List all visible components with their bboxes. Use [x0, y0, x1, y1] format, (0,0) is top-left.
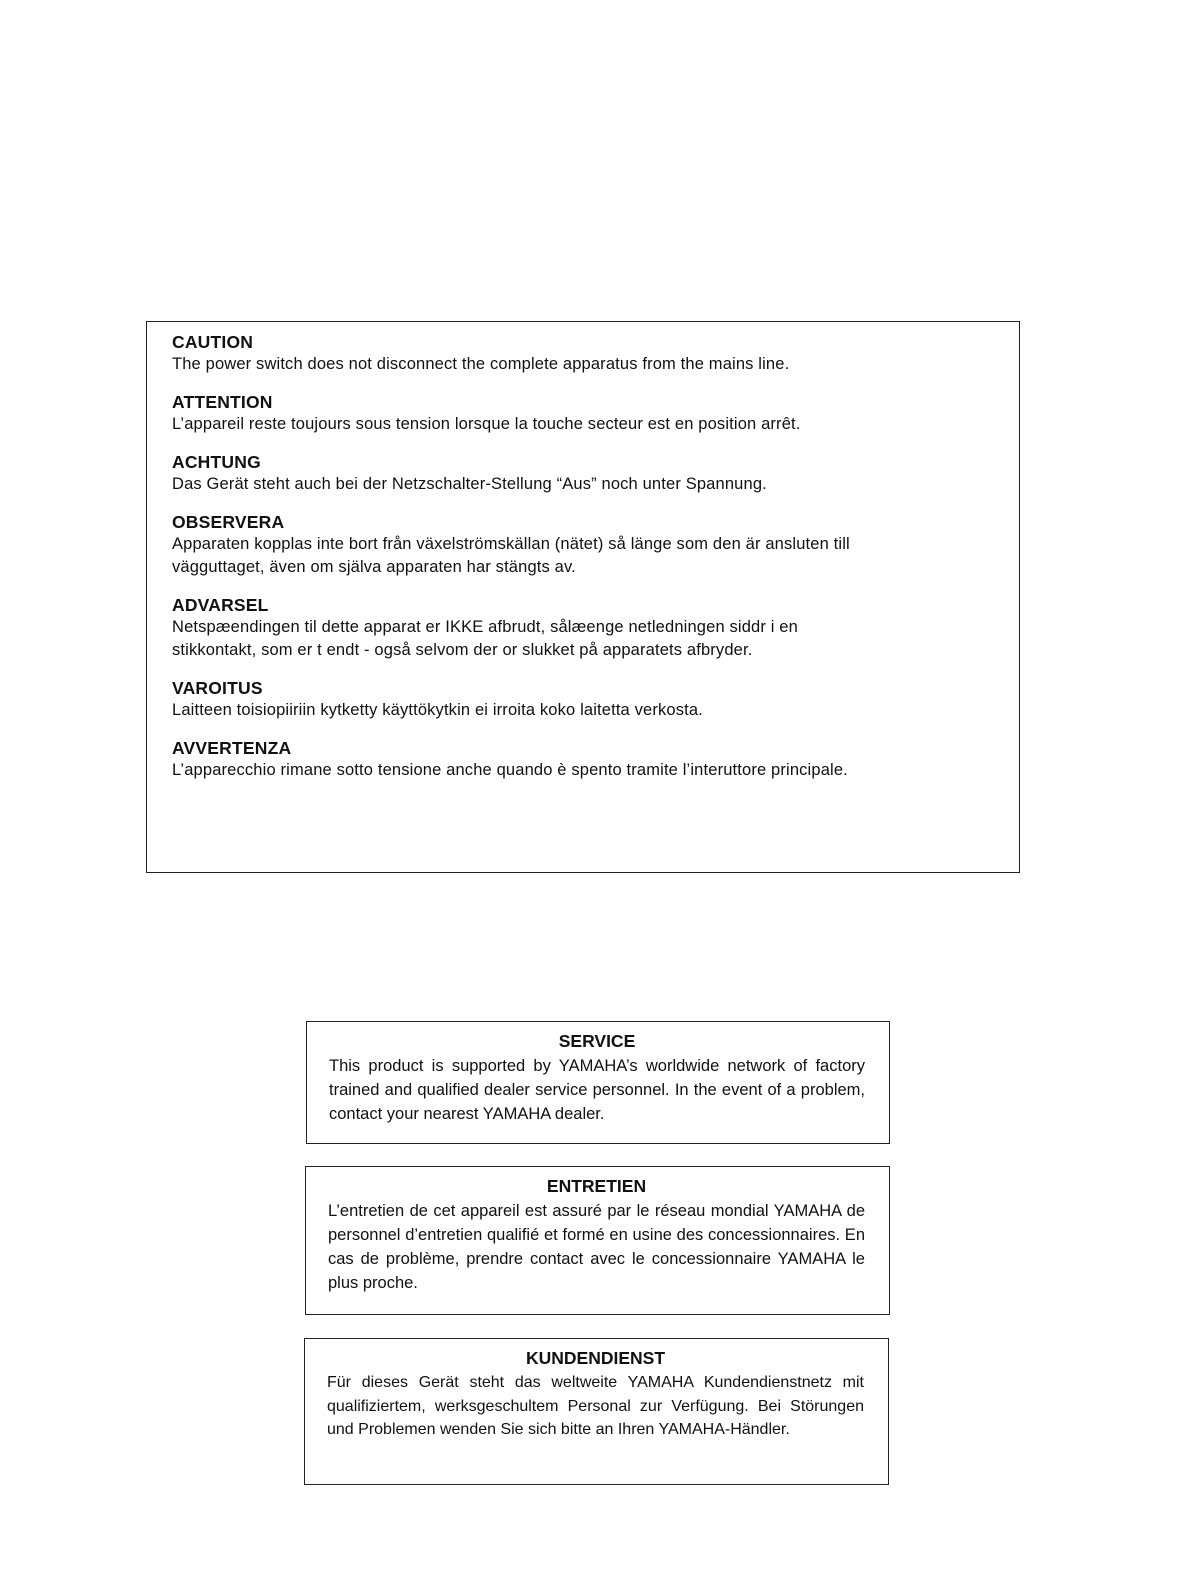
service-title: ENTRETIEN — [546, 1176, 647, 1196]
notice-title: VAROITUS — [172, 678, 263, 698]
notice-title: CAUTION — [172, 332, 254, 352]
notice-title: ADVARSEL — [172, 595, 269, 615]
service-box-english — [306, 1021, 890, 1144]
service-text: Für dieses Gerät steht das weltweite YAMAHA Kundendienstnetz mit qualifiziertem, werksgeschultem Personal zur Verfügung. Bei Störungen und Problemen wenden Sie sich bitte an Ihren YAMAHA-Händler. — [327, 1374, 864, 1438]
notice-title: AVVERTENZA — [172, 738, 292, 758]
notice-title: ATTENTION — [172, 392, 273, 412]
notice-title: OBSERVERA — [172, 512, 285, 532]
caution-notice-finnish — [172, 677, 999, 722]
service-title: SERVICE — [558, 1031, 636, 1051]
service-text: This product is supported by YAMAHA’s worldwide network of factory trained and qualified dealer service personnel. In the event of a problem, contact your nearest YAMAHA dealer. — [329, 1057, 865, 1123]
notice-text: Netspæendingen til dette apparat er IKKE afbrudt, sålæenge netledningen siddr i en stikkontakt, som er t endt - også selvom der or slukket på apparatets afbryder. — [172, 618, 798, 659]
notice-text: Laitteen toisiopiiriin kytketty käyttökytkin ei irroita koko laitetta verkosta. — [172, 701, 703, 719]
caution-notice-danish — [172, 594, 999, 662]
caution-notice-german — [172, 451, 999, 496]
service-text: L’entretien de cet appareil est assuré par le réseau mondial YAMAHA de personnel d’entretien qualifié et formé en usine des concessionnaires. En cas de problème, prendre contact avec le concessionnaire YAMAHA le plus proche. — [328, 1202, 865, 1292]
service-title: KUNDENDIENST — [525, 1348, 666, 1368]
caution-notice-french — [172, 391, 999, 436]
service-box-french — [305, 1166, 890, 1315]
caution-notice-box — [146, 321, 1020, 873]
notice-text: Apparaten kopplas inte bort från växelströmskällan (nätet) så länge som den är ansluten till vägguttaget, även om själva apparaten har stängts av. — [172, 535, 850, 576]
notice-text: The power switch does not disconnect the complete apparatus from the mains line. — [172, 355, 790, 373]
caution-notice-italian — [172, 737, 999, 782]
service-box-german — [304, 1338, 889, 1485]
notice-text: Das Gerät steht auch bei der Netzschalter-Stellung “Aus” noch unter Spannung. — [172, 475, 767, 493]
notice-text: L’appareil reste toujours sous tension lorsque la touche secteur est en position arrêt. — [172, 415, 801, 433]
notice-text: L’apparecchio rimane sotto tensione anche quando è spento tramite l’interuttore principale. — [172, 761, 848, 779]
caution-notice-swedish — [172, 511, 999, 579]
caution-notice-english — [172, 331, 999, 376]
notice-title: ACHTUNG — [172, 452, 261, 472]
